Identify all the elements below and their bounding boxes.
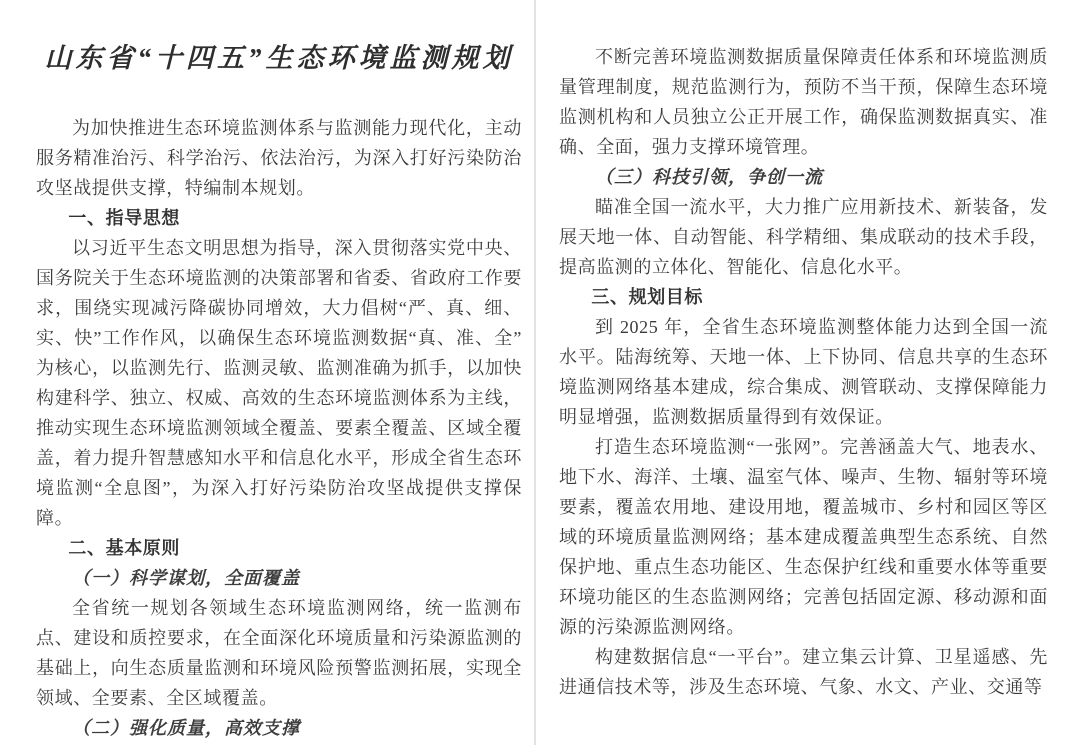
paragraph-one-platform: 构建数据信息“一平台”。建立集云计算、卫星遥感、先进通信技术等，涉及生态环境、气象、水文、产业、交通等	[559, 647, 1048, 697]
subheading-principle-1: （一）科学谋划，全面覆盖	[72, 568, 300, 588]
subheading-principle-3: （三）科技引领，争创一流	[595, 167, 823, 187]
page-left	[36, 0, 522, 745]
paragraph-principle-1: 全省统一规划各领域生态环境监测网络，统一监测布点、建设和质控要求，在全面深化环境质量和污染源监测的基础上，向生态质量监测和环境风险预警监测拓展，实现全领域、全要素、全区域覆盖。	[36, 598, 522, 708]
paragraph-principle-3-body: 瞄准全国一流水平，大力推广应用新技术、新装备，发展天地一体、自动智能、科学精细、集成联动的技术手段，提高监测的立体化、智能化、信息化水平。	[559, 197, 1048, 277]
paragraph-one-network: 打造生态环境监测“一张网”。完善涵盖大气、地表水、地下水、海洋、土壤、温室气体、噪声、生物、辐射等环境要素，覆盖农用地、建设用地，覆盖城市、乡村和园区等区域的环境质量监测网络；基本建成覆盖典型生态系统、自然保护地、重点生态功能区、生态保护红线和重要水体等重要环境功能区的生态监测网络；完善包括固定源、移动源和面源的污染源监测网络。	[559, 437, 1048, 637]
subheading-principle-2: （二）强化质量，高效支撑	[72, 718, 300, 738]
paragraph-principle-2-body: 不断完善环境监测数据质量保障责任体系和环境监测质量管理制度，规范监测行为，预防不当干预，保障生态环境监测机构和人员独立公正开展工作，确保监测数据真实、准确、全面，强力支撑环境管理。	[559, 47, 1048, 157]
page-divider	[534, 0, 536, 745]
paragraph-goal-overview: 到 2025 年，全省生态环境监测整体能力达到全国一流水平。陆海统筹、天地一体、上下协同、信息共享的生态环境监测网络基本建成，综合集成、测管联动、支撑保障能力明显增强，监测数据质量得到有效保证。	[559, 317, 1048, 427]
document-title: 山东省“十四五”生态环境监测规划	[44, 43, 514, 73]
section-heading-planning-goals: 三、规划目标	[591, 287, 703, 307]
page-right	[559, 0, 1048, 745]
section-heading-basic-principles: 二、基本原则	[68, 538, 180, 558]
paragraph-intro: 为加快推进生态环境监测体系与监测能力现代化，主动服务精准治污、科学治污、依法治污，为深入打好污染防治攻坚战提供支撑，特编制本规划。	[36, 118, 522, 198]
section-heading-guiding-ideology: 一、指导思想	[68, 208, 180, 228]
paragraph-guiding-ideology: 以习近平生态文明思想为指导，深入贯彻落实党中央、国务院关于生态环境监测的决策部署和省委、省政府工作要求，围绕实现减污降碳协同增效，大力倡树“严、真、细、实、快”工作作风，以确保生态环境监测数据“真、准、全”为核心，以监测先行、监测灵敏、监测准确为抓手，以加快构建科学、独立、权威、高效的生态环境监测体系为主线，推动实现生态环境监测领域全覆盖、要素全覆盖、区域全覆盖，着力提升智慧感知水平和信息化水平，形成全省生态环境监测“全息图”，为深入打好污染防治攻坚战提供支撑保障。	[36, 238, 522, 528]
